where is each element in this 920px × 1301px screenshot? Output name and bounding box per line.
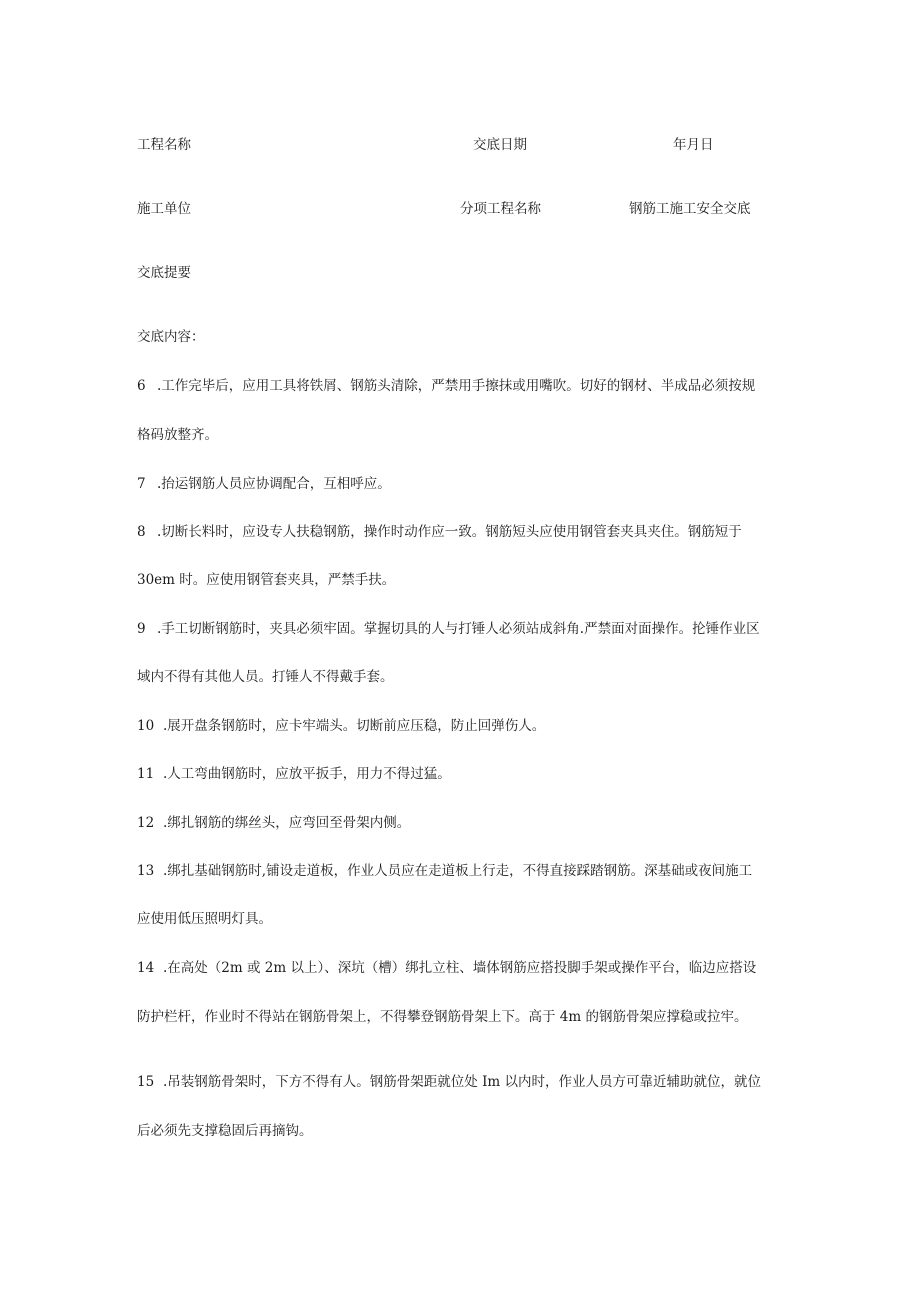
item-text: .切断长料时，应设专人扶稳钢筋，操作时动作应一致。钢筋短头应使用钢管套夹具夹住。钢筋短于 [157, 524, 742, 540]
item-number: 13 [137, 863, 155, 879]
item-text-continued: 后必须先支撑稳固后再摘钩。 [137, 1123, 313, 1139]
item-text: .工作完毕后，应用工具将铁屑、钢筋头清除，严禁用手擦抹或用嘴吹。切好的钢材、半成品必须按规 [157, 378, 756, 394]
summary-label: 交底提要 [137, 265, 191, 281]
item-number: 12 [137, 815, 155, 831]
item-text-continued: 防护栏杆，作业时不得站在钢筋骨架上，不得攀登钢筋骨架上下。高于 4m 的钢筋骨架应撑稳或拉牢。 [137, 1009, 748, 1025]
item-text-continued: 格码放整齐。 [137, 427, 218, 443]
item-text: .人工弯曲钢筋时，应放平扳手，用力不得过猛。 [163, 766, 451, 782]
item-text: .吊装钢筋骨架时，下方不得有人。钢筋骨架距就位处 Im 以内时，作业人员方可靠近辅助就位，就位 [163, 1074, 762, 1090]
date-label: 交底日期 [473, 137, 527, 153]
item-number: 15 [137, 1074, 155, 1090]
content-label: 交底内容： [137, 329, 205, 345]
item-text: .手工切断钢筋时，夹具必须牢固。掌握切具的人与打锤人必须站成斜角.严禁面对面操作。抡锤作业区 [157, 621, 760, 637]
item-text: .展开盘条钢筋时，应卡牢端头。切断前应压稳，防止回弹伤人。 [163, 718, 546, 734]
item-text-continued: 应使用低压照明灯具。 [137, 911, 272, 927]
item-number: 8 [137, 524, 146, 540]
item-text: .绑扎基础钢筋时,铺设走道板，作业人员应在走道板上行走，不得直接踩踏钢筋。深基础或夜间施工 [163, 863, 753, 879]
item-number: 6 [137, 378, 146, 394]
item-text-continued: 域内不得有其他人员。打锤人不得戴手套。 [137, 669, 394, 685]
unit-label: 施工单位 [137, 201, 191, 217]
item-text-continued: 30em 时。应使用钢管套夹具，严禁手扶。 [137, 572, 396, 588]
subproject-label: 分项工程名称 [460, 201, 541, 217]
subproject-value: 钢筋工施工安全交底 [629, 201, 751, 217]
item-text: .绑扎钢筋的绑丝头，应弯回至骨架内侧。 [163, 815, 411, 831]
item-text: .抬运钢筋人员应协调配合，互相呼应。 [157, 476, 391, 492]
item-number: 11 [137, 766, 155, 782]
item-text: .在高处（2m 或 2m 以上）、深坑（槽）绑扎立柱、墙体钢筋应搭投脚手架或操作平台，临边应搭设 [163, 960, 757, 976]
item-number: 7 [137, 476, 146, 492]
item-number: 9 [137, 621, 146, 637]
item-number: 14 [137, 960, 155, 976]
date-value: 年月日 [673, 137, 714, 153]
project-name-label: 工程名称 [137, 137, 191, 153]
item-number: 10 [137, 718, 155, 734]
